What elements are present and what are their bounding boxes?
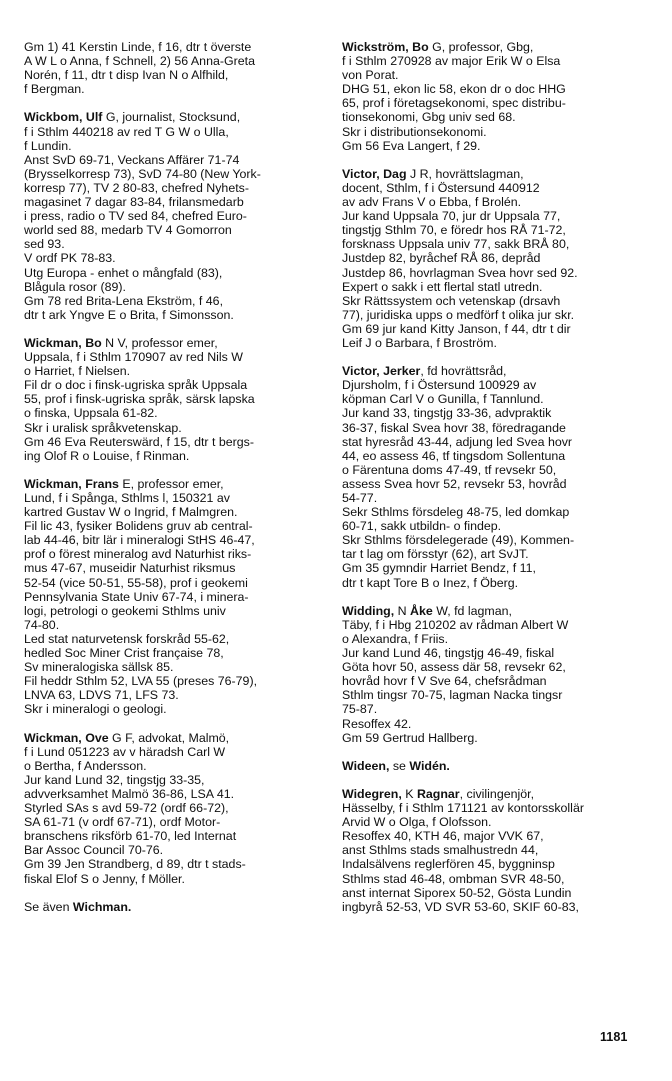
page-number: 1181	[600, 1030, 628, 1044]
entry-surname: Victor,	[342, 364, 380, 379]
entry-line: dtr t kapt Tore B o Inez, f Öberg.	[342, 575, 519, 590]
entry-heading-rest: N V, professor emer,	[101, 335, 218, 350]
entry-surname: Widding,	[342, 603, 395, 618]
cross-reference	[342, 759, 630, 773]
entry-line: mus 47-67, museidir Naturhist riksmus	[24, 561, 236, 576]
entry-wickman-bo	[24, 336, 312, 463]
entry-line: 77), juridiska upps o medförf t olika jur skr.	[342, 307, 575, 322]
entry-widegren-ragnar	[342, 787, 630, 914]
entry-line: Skr i distributionsekonomi.	[342, 124, 487, 139]
entry-line: o Bertha, f Andersson.	[24, 758, 147, 773]
entry-surname: Wickman,	[24, 335, 82, 350]
entry-heading-rest: , civilingenjör,	[459, 786, 535, 801]
entry-surname: Victor,	[342, 166, 380, 181]
entry-line: world sed 88, medarb TV 4 Gomorron	[24, 223, 232, 238]
entry-line: Fil heddr Sthlm 52, LVA 55 (preses 76-79),	[24, 674, 258, 689]
entry-line: logi, petrologi o geokemi Sthlms univ	[24, 603, 226, 618]
entry-line: Fil lic 43, fysiker Bolidens gruv ab central-	[24, 519, 253, 534]
entry-line: assess Svea hovr 52, revsekr 53, hovråd	[342, 476, 567, 491]
entry-line: Fil dr o doc i finsk-ugriska språk Uppsala	[24, 378, 248, 393]
entry-surname: Wickström,	[342, 40, 409, 54]
entry-continuation	[24, 40, 312, 96]
cross-reference-target: Widén.	[409, 758, 450, 773]
entry-line: korresp 77), TV 2 80-83, chefred Nyhets-	[24, 180, 249, 195]
entry-line: tar t lag om försstyr (62), art SvJT.	[342, 547, 529, 562]
entry-heading	[342, 40, 630, 54]
entry-line: lab 44-46, bitr lär i mineralogi StHS 46-47,	[24, 533, 255, 548]
entry-line: Sthlms stad 46-48, ombman SVR 48-50,	[342, 871, 565, 886]
entry-line: kartred Gustav W o Ingrid, f Malmgren.	[24, 505, 238, 520]
entry-line: f i Lund 051223 av v häradsh Carl W	[24, 744, 226, 759]
entry-line: ingbyrå 52-53, VD SVR 53-60, SKIF 60-83,	[342, 899, 579, 914]
entry-line: ing Olof R o Louise, f Rinman.	[24, 448, 190, 463]
entry-line: o Alexandra, f Friis.	[342, 631, 449, 646]
entry-line: hedled Soc Miner Crist française 78,	[24, 646, 224, 661]
entry-line: Norén, f 11, dtr t disp Ivan N o Alfhild,	[24, 68, 229, 83]
entry-line: 54-77.	[342, 491, 378, 505]
cross-reference	[24, 900, 312, 914]
entry-line: Styrled SAs s avd 59-72 (ordf 66-72),	[24, 801, 229, 816]
entry-line: Gm 78 red Brita-Lena Ekström, f 46,	[24, 293, 224, 308]
entry-line: dtr t ark Yngve E o Brita, f Simonsson.	[24, 307, 234, 322]
entry-line: tionsekonomi, Gbg univ sed 68.	[342, 110, 516, 125]
entry-line: Göta hovr 50, assess där 58, revsekr 62,	[342, 660, 566, 675]
entry-initial: N	[394, 603, 411, 618]
entry-line: anst internat Siporex 50-52, Gösta Lundin	[342, 885, 572, 900]
entry-surname: Wickman,	[24, 476, 82, 491]
cross-reference-prefix: se	[389, 758, 410, 773]
entry-line: o Harriet, f Nielsen.	[24, 364, 131, 379]
entry-line: branschens riksförb 61-70, led Internat	[24, 829, 237, 844]
entry-heading-rest: G F, advokat, Malmö,	[108, 730, 230, 745]
entry-line: f i Sthlm 440218 av red T G W o Ulla,	[24, 124, 229, 139]
entry-line: Gm 1) 41 Kerstin Linde, f 16, dtr t överste	[24, 40, 252, 54]
entry-line: (Brysselkorresp 73), SvD 74-80 (New York-	[24, 166, 261, 181]
entry-line: Lund, f i Spånga, Sthlms l, 150321 av	[24, 491, 230, 505]
entry-line: 55, prof i finsk-ugriska språk, särsk lapska	[24, 392, 255, 407]
entry-given-name: Ulf	[85, 110, 103, 125]
entry-line: Sv mineralogiska sällsk 85.	[24, 660, 174, 675]
entry-line: Skr Rättssystem och vetenskap (drsavh	[342, 293, 561, 308]
entry-line: tingstjg Sthlm 70, e föredr hos RÅ 71-72,	[342, 223, 566, 238]
entry-given-name: Dag	[383, 166, 407, 181]
entry-line: i press, radio o TV sed 84, chefred Euro-	[24, 209, 247, 224]
cross-reference-line	[342, 759, 630, 773]
cross-reference-target: Wichman.	[72, 899, 132, 914]
entry-line: Expert o sakk i ett flertal statl utredn.	[342, 279, 543, 294]
entry-heading-rest: , fd hovrättsråd,	[420, 364, 507, 379]
entry-line: fiskal Elof S o Jenny, f Möller.	[24, 871, 185, 886]
entry-line: 36-37, fiskal Svea hovr 38, föredragande	[342, 420, 566, 435]
entry-line: Uppsala, f i Sthlm 170907 av red Nils W	[24, 350, 243, 365]
cross-reference-source: Wideen,	[342, 758, 390, 773]
entry-line: köpman Carl V o Gunilla, f Tannlund.	[342, 392, 544, 407]
entry-line: docent, Sthlm, f i Östersund 440912	[342, 180, 540, 195]
entry-line: Täby, f i Hbg 210202 av rådman Albert W	[342, 617, 569, 632]
entry-line: 65, prof i företagsekonomi, spec distribu-	[342, 96, 566, 111]
cross-reference-prefix: Se även	[24, 899, 73, 914]
entry-heading	[342, 604, 630, 618]
entry-line: Resoffex 40, KTH 46, major VVK 67,	[342, 829, 544, 844]
entry-given-name: Bo	[85, 335, 102, 350]
entry-line: Blågula rosor (89).	[24, 279, 126, 294]
entry-wickman-frans	[24, 477, 312, 717]
entry-line: Arvid W o Olga, f Olofsson.	[342, 815, 492, 830]
entry-line: advverksamhet Malmö 36-86, LSA 41.	[24, 786, 235, 801]
entry-line: 75-87.	[342, 702, 378, 717]
entry-line: forsknass Uppsala univ 77, sakk BRÅ 80,	[342, 237, 570, 252]
entry-line: 60-71, sakk utbildn- o findep.	[342, 519, 502, 534]
entry-line: DHG 51, ekon lic 58, ekon dr o doc HHG	[342, 82, 566, 97]
entry-heading	[24, 110, 312, 124]
entry-heading-rest: G, professor, Gbg,	[428, 40, 534, 54]
entry-initial: K	[401, 786, 417, 801]
entry-line: Hässelby, f i Sthlm 171121 av kontorsskollär	[342, 801, 584, 816]
entry-given-name: Frans	[85, 476, 119, 491]
entry-wickstrom-bo	[342, 40, 630, 153]
entry-line: Gm 35 gymndir Harriet Bendz, f 11,	[342, 561, 536, 576]
entry-line: Jur kand Lund 32, tingstjg 33-35,	[24, 772, 205, 787]
entry-heading	[24, 336, 312, 350]
entry-given-name: Bo	[412, 40, 429, 54]
entry-line: Jur kand Uppsala 70, jur dr Uppsala 77,	[342, 209, 561, 224]
left-column	[24, 40, 312, 928]
entry-line: Utg Europa - enhet o mångfald (83),	[24, 265, 223, 280]
entry-heading-rest: J R, hovrättslagman,	[406, 166, 524, 181]
entry-line: f Bergman.	[24, 82, 85, 97]
entry-line: Led stat naturvetensk forskråd 55-62,	[24, 631, 230, 646]
entry-line: Justdep 82, byråchef RÅ 86, depråd	[342, 251, 541, 266]
entry-victor-dag	[342, 167, 630, 350]
entry-surname: Widegren,	[342, 786, 402, 801]
entry-line: av adv Frans V o Ebba, f Brolén.	[342, 195, 522, 210]
entry-wickbom-ulf	[24, 110, 312, 321]
entry-heading-rest: G, journalist, Stocksund,	[102, 110, 241, 125]
entry-line: Gm 69 jur kand Kitty Janson, f 44, dtr t dir	[342, 321, 571, 336]
entry-line: magasinet 7 dagar 83-84, frilansmedarb	[24, 195, 244, 210]
entry-line: Gm 39 Jen Strandberg, d 89, dtr t stads-	[24, 857, 246, 872]
entry-line: prof o förest mineralog avd Naturhist riks-	[24, 547, 252, 562]
entry-line: sed 93.	[24, 237, 65, 252]
entry-line: Bar Assoc Council 70-76.	[24, 843, 164, 858]
right-column	[342, 40, 630, 928]
entry-heading-rest: W, fd lagman,	[432, 603, 512, 618]
entry-line: Skr i uralisk språkvetenskap.	[24, 420, 182, 435]
entry-surname: Wickman,	[24, 730, 82, 745]
entry-line: f i Sthlm 270928 av major Erik W o Elsa	[342, 54, 561, 69]
entry-line: Anst SvD 69-71, Veckans Affärer 71-74	[24, 152, 240, 167]
entry-line: Justdep 86, hovrlagman Svea hovr sed 92.	[342, 265, 578, 280]
entry-line: Gm 56 Eva Langert, f 29.	[342, 138, 481, 153]
entry-line: hovråd hovr f V Sve 64, chefsrådman	[342, 674, 547, 689]
entry-line: Resoffex 42.	[342, 716, 412, 731]
entry-heading	[342, 167, 630, 181]
entry-line: V ordf PK 78-83.	[24, 251, 116, 266]
entry-surname: Wickbom,	[24, 110, 83, 125]
entry-widding-ake	[342, 604, 630, 745]
entry-line: stat hyresråd 43-44, adjung led Svea hovr	[342, 434, 573, 449]
entry-victor-jerker	[342, 364, 630, 590]
entry-line: Djursholm, f i Östersund 100929 av	[342, 378, 537, 393]
entry-given-name: Åke	[410, 603, 433, 618]
entry-given-name: Jerker	[383, 364, 421, 379]
entry-line: SA 61-71 (v ordf 67-71), ordf Motor-	[24, 815, 221, 830]
entry-line: 74-80.	[24, 617, 60, 632]
entry-line: o Färentuna doms 47-49, tf revsekr 50,	[342, 462, 557, 477]
entry-line: LNVA 63, LDVS 71, LFS 73.	[24, 688, 179, 703]
entry-line: Leif J o Barbara, f Broström.	[342, 335, 497, 350]
entry-given-name: Ragnar	[416, 786, 460, 801]
entry-wickman-ove	[24, 731, 312, 886]
entry-heading	[24, 731, 312, 745]
entry-line: Indalsälvens reglerfören 45, byggninsp	[342, 857, 555, 872]
entry-line: Skr Sthlms försdelegerade (49), Kommen-	[342, 533, 575, 548]
entry-line: Skr i mineralogi o geologi.	[24, 702, 167, 717]
entry-line: Jur kand 33, tingstjg 33-36, advpraktik	[342, 406, 552, 421]
entry-heading	[342, 364, 630, 378]
entry-line: o finska, Uppsala 61-82.	[24, 406, 158, 421]
entry-line: Pennsylvania State Univ 67-74, i minera-	[24, 589, 249, 604]
entry-line: Sthlm tingsr 70-75, lagman Nacka tingsr	[342, 688, 563, 703]
entry-line: A W L o Anna, f Schnell, 2) 56 Anna-Greta	[24, 54, 255, 69]
entry-heading	[342, 787, 630, 801]
entry-line: Sekr Sthlms försdeleg 48-75, led domkap	[342, 505, 570, 520]
entry-heading-rest: E, professor emer,	[118, 476, 224, 491]
entry-line: von Porat.	[342, 68, 399, 83]
entry-heading	[24, 477, 312, 491]
entry-line: Jur kand Lund 46, tingstjg 46-49, fiskal	[342, 646, 555, 661]
entry-line: Gm 59 Gertrud Hallberg.	[342, 730, 478, 745]
entry-line: Gm 46 Eva Reuterswärd, f 15, dtr t bergs-	[24, 434, 255, 449]
entry-line: 44, eo assess 46, tf tingsdom Sollentuna	[342, 448, 566, 463]
entry-line: 52-54 (vice 50-51, 55-58), prof i geokemi	[24, 575, 248, 590]
entry-given-name: Ove	[85, 730, 109, 745]
entry-line: f Lundin.	[24, 138, 72, 153]
entry-line: anst Sthlms stads smalhustredn 44,	[342, 843, 539, 858]
cross-reference-line	[24, 900, 312, 914]
